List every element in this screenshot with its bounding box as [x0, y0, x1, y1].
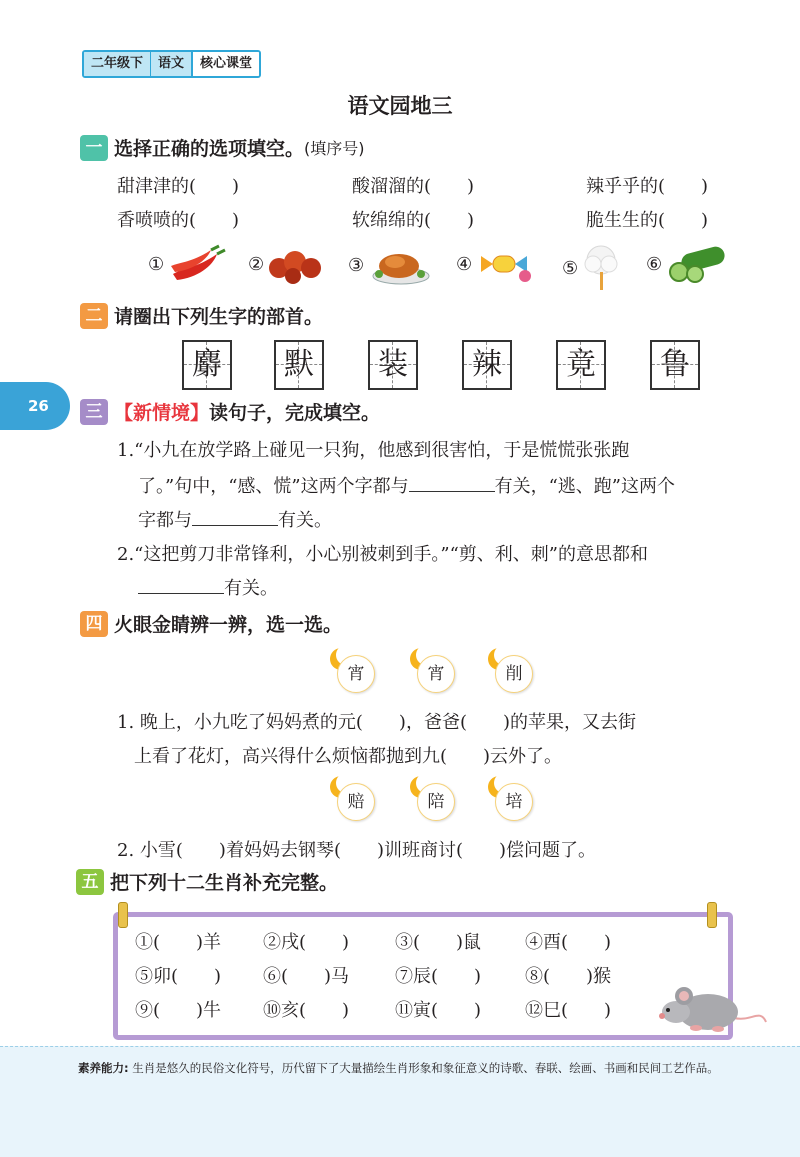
section-5-heading: [76, 868, 338, 895]
mouse-icon: [652, 978, 768, 1038]
option-number: ④: [456, 253, 473, 275]
section-number: 二: [80, 303, 108, 329]
option-1: [148, 244, 227, 284]
answer-blank[interactable]: [409, 491, 495, 492]
page-number-tab: 26: [0, 382, 70, 430]
section-3-heading: [80, 398, 380, 425]
question-line: 1.“小九在放学路上碰见一只狗，他感到很害怕，于是慌慌张张跑: [117, 440, 630, 461]
option-number: ⑤: [562, 257, 579, 279]
char-box: [182, 340, 232, 390]
question-line: 上看了花灯，高兴得什么烦恼都抛到九( )云外了。: [134, 746, 563, 767]
option-char: 陪: [417, 783, 455, 821]
char[interactable]: 默: [284, 347, 314, 382]
section-1-heading: [80, 134, 365, 161]
text: 了。”句中，“感、慌”这两个字都与: [138, 476, 409, 497]
moon-char-option: [410, 776, 456, 822]
moon-char-option: [410, 648, 456, 694]
text: 有关。: [224, 578, 278, 599]
question-line: 2. 小雪( )着妈妈去钢琴( )训班商讨( )偿问题了。: [117, 840, 597, 861]
roast-duck-icon: [367, 244, 431, 286]
moon-char-option: [330, 776, 376, 822]
fill-item: 香喷喷的( ): [117, 210, 240, 231]
zodiac-item: ⑦辰( ): [395, 966, 482, 987]
zodiac-item: ⑫巳( ): [525, 1000, 612, 1021]
text: 有关，“逃、跑”这两个: [494, 476, 676, 497]
moon-char-option: [488, 776, 534, 822]
fill-item: 酸溜溜的( ): [352, 176, 475, 197]
candy-icon: [475, 244, 539, 284]
new-situation-tag: 【新情境】: [114, 402, 210, 424]
section-2-heading: [80, 302, 323, 329]
section-number: 四: [80, 611, 108, 637]
char-box: [556, 340, 606, 390]
char[interactable]: 辣: [472, 347, 502, 382]
section-title: 选择正确的选项填空。: [114, 138, 305, 160]
section-number: 一: [80, 135, 108, 161]
char-box: [368, 340, 418, 390]
fill-item: 脆生生的( ): [586, 210, 709, 231]
char[interactable]: 装: [378, 347, 408, 382]
section-title: 火眼金睛辨一辨，选一选。: [114, 614, 343, 636]
fill-item: 甜津津的( ): [117, 176, 240, 197]
option-char: 削: [495, 655, 533, 693]
zodiac-item: ⑥( )马: [263, 966, 350, 987]
paper-clip-icon: [707, 902, 717, 928]
option-number: ②: [248, 253, 265, 275]
text: 字都与: [138, 510, 192, 531]
fill-item: 辣乎乎的( ): [586, 176, 709, 197]
section-title: 读句子，完成填空。: [209, 402, 381, 424]
option-char: 培: [495, 783, 533, 821]
moon-char-option: [488, 648, 534, 694]
option-number: ③: [348, 254, 365, 276]
zodiac-item: ⑤卯( ): [135, 966, 222, 987]
zodiac-item: ②戌( ): [263, 932, 350, 953]
text: 有关。: [278, 510, 332, 531]
hawthorn-candy-icon: [267, 244, 323, 284]
question-line: 1. 晚上，小九吃了妈妈煮的元( )，爸爸( )的苹果，又去街: [117, 712, 636, 733]
char-box: [274, 340, 324, 390]
zodiac-item: ⑩亥( ): [263, 1000, 350, 1021]
zodiac-item: ④酉( ): [525, 932, 612, 953]
answer-blank[interactable]: [192, 525, 278, 526]
option-6: [646, 244, 729, 284]
question-line: 2.“这把剪刀非常锋利，小心别被刺到手。”“剪、利、刺”的意思都和: [117, 544, 648, 565]
char[interactable]: 鲁: [660, 347, 690, 382]
cotton-candy-icon: [581, 244, 621, 292]
char[interactable]: 麝: [192, 347, 222, 382]
question-line: [138, 574, 278, 600]
option-5: [562, 244, 621, 292]
option-char: 宵: [417, 655, 455, 693]
question-line: [138, 506, 332, 532]
char-box: [650, 340, 700, 390]
zodiac-item: ⑪寅( ): [395, 1000, 482, 1021]
fill-item: 软绵绵的( ): [352, 210, 475, 231]
footer-label: 素养能力:: [78, 1061, 129, 1075]
series-label: 核心课堂: [191, 52, 259, 76]
footer-note: [78, 1058, 768, 1079]
option-char: 宵: [337, 655, 375, 693]
red-chili-pepper-icon: [167, 244, 227, 284]
option-number: ①: [148, 253, 165, 275]
header-badge: [82, 50, 261, 78]
option-2: [248, 244, 323, 284]
section-number: 三: [80, 399, 108, 425]
moon-char-option: [330, 648, 376, 694]
question-line: [138, 472, 675, 498]
section-hint: (填序号): [304, 139, 365, 158]
char[interactable]: 竟: [566, 347, 596, 382]
answer-blank[interactable]: [138, 593, 224, 594]
footer-text: 生肖是悠久的民俗文化符号，历代留下了大量描绘生肖形象和象征意义的诗歌、春联、绘画、书画和民间工艺作品。: [132, 1061, 719, 1075]
subject-label: 语文: [150, 52, 191, 76]
option-4: [456, 244, 539, 284]
zodiac-item: ⑨( )牛: [135, 1000, 222, 1021]
zodiac-item: ①( )羊: [135, 932, 222, 953]
cucumber-icon: [665, 244, 729, 284]
section-number: 五: [76, 869, 104, 895]
section-title: 请圈出下列生字的部首。: [114, 306, 324, 328]
char-box: [462, 340, 512, 390]
page-title: 语文园地三: [347, 94, 453, 118]
section-4-heading: [80, 610, 342, 637]
grade-label: 二年级下: [84, 52, 150, 76]
option-number: ⑥: [646, 253, 663, 275]
zodiac-item: ⑧( )猴: [525, 966, 612, 987]
option-char: 赔: [337, 783, 375, 821]
paper-clip-icon: [118, 902, 128, 928]
option-3: [348, 244, 431, 286]
section-title: 把下列十二生肖补充完整。: [110, 872, 339, 894]
zodiac-item: ③( )鼠: [395, 932, 482, 953]
